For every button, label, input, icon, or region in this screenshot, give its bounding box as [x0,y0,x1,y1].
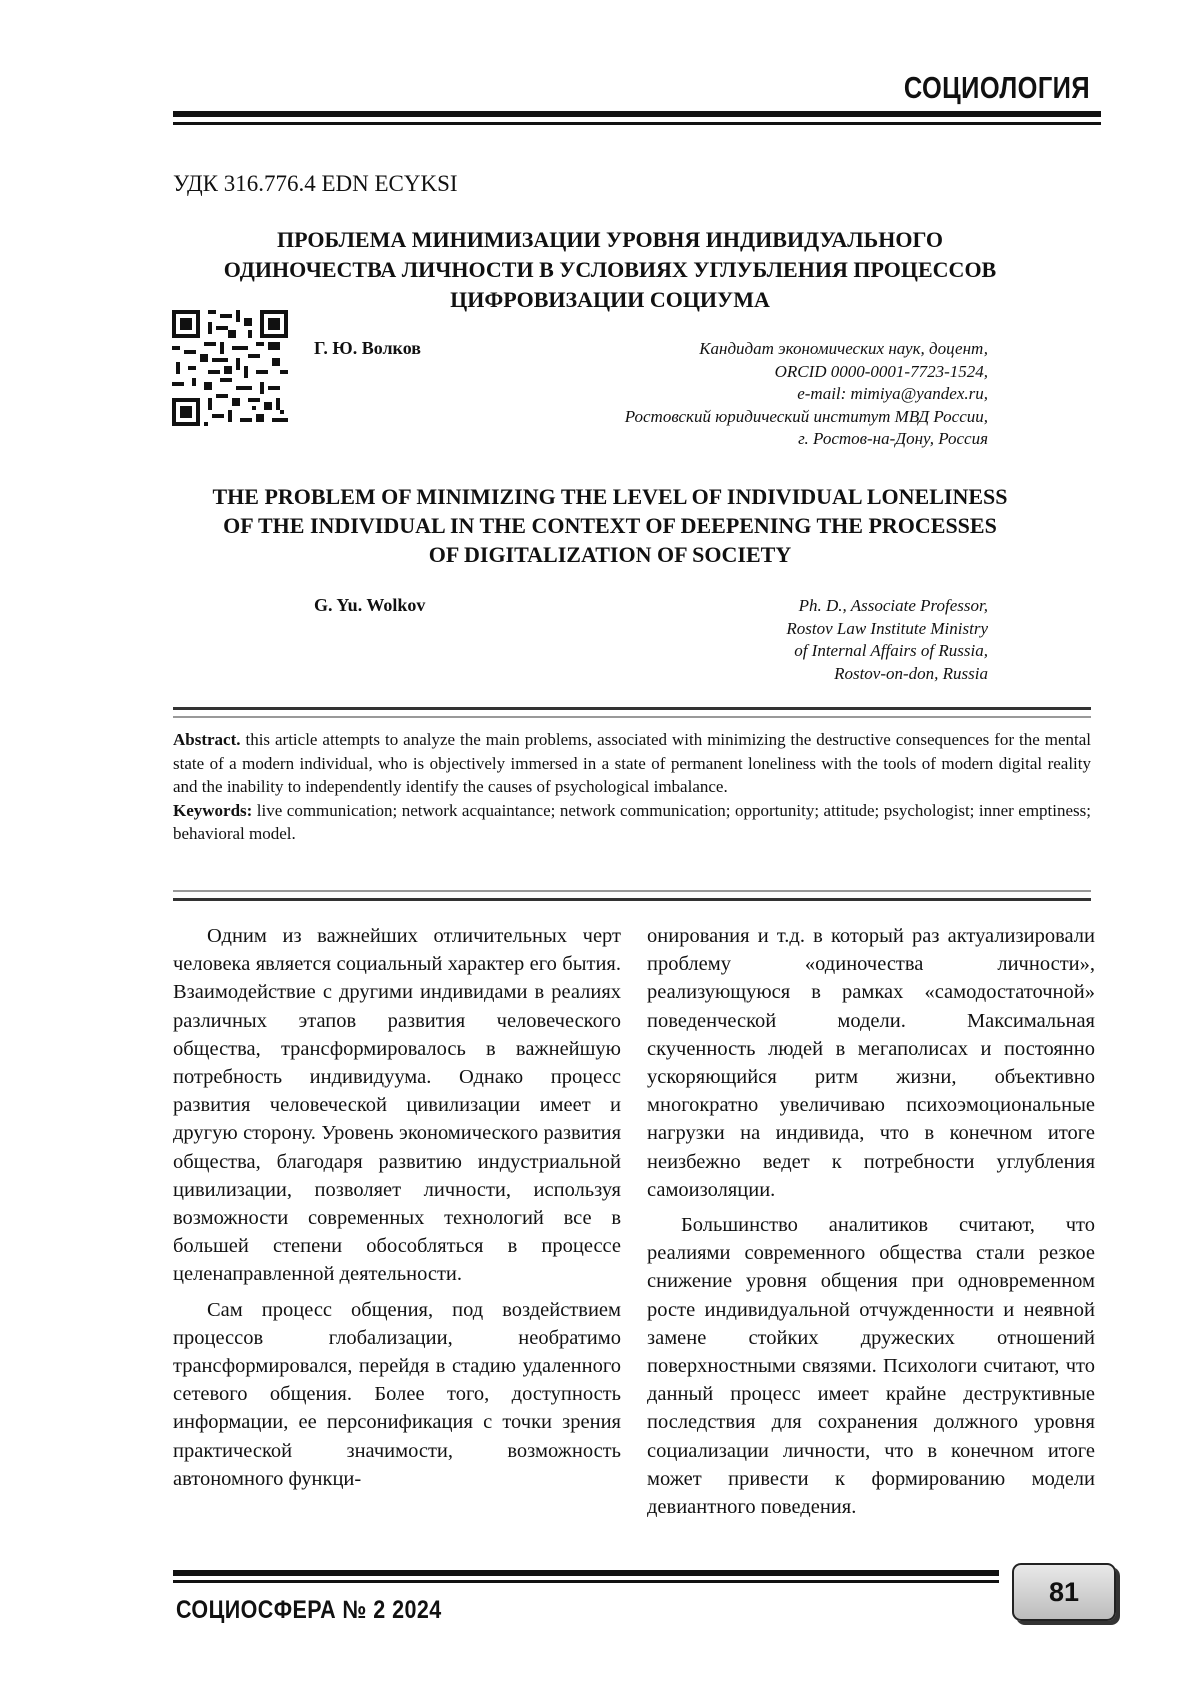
ru-affiliation-line: Кандидат экономических наук, доцент, [699,339,988,358]
journal-title: СОЦИОСФЕРА № 2 2024 [176,1596,442,1624]
en-affiliation-line: Rostov Law Institute Ministry [786,618,988,638]
en-title [150,482,1070,569]
keywords-label: Keywords: [173,800,253,820]
ru-affiliation-line: Ростовский юридический институт МВД России, [624,406,988,426]
body-paragraph: Сам процесс общения, под воздействием процессов глобализации, необратимо трансформировался, перейдя в стадию удаленного сетевого общения. Более того, доступность информации, ее персонификация с точки зрения практической значимости, возможность автономного функци- [173,1298,621,1490]
ru-affiliation [625,338,988,451]
header-rule-thick [173,111,1101,117]
ru-title [180,225,1040,315]
ru-title-line: ОДИНОЧЕСТВА ЛИЧНОСТИ В УСЛОВИЯХ УГЛУБЛЕНИЯ ПРОЦЕССОВ [223,257,997,282]
footer-rule-thick [173,1570,999,1576]
ru-author: Г. Ю. Волков [314,338,421,358]
en-affiliation-line: of Internal Affairs of Russia, [794,641,988,660]
body-column-left [173,922,621,1500]
keywords-paragraph [173,799,1091,846]
ru-affiliation-line: e-mail: mimiya@yandex.ru, [797,384,988,403]
section-title: СОЦИОЛОГИЯ [903,70,1090,105]
en-affiliation-line: Ph. D., Associate Professor, [798,596,988,615]
abstract-top-rule [173,707,1091,718]
header-rule-thin [173,122,1101,125]
en-title-line: THE PROBLEM OF MINIMIZING THE LEVEL OF INDIVIDUAL LONELINESS [212,484,1008,509]
abstract-text: this article attempts to analyze the main problems, associated with minimizing the destructive consequences for the mental state of a modern individual, who is objectively immersed in a state of permanent loneliness with the tools of modern digital reality and the inability to independently identify the causes of psychological imbalance. [173,730,1091,796]
en-affiliation-line: Rostov-on-don, Russia [834,663,988,683]
page-number: 81 [1048,1576,1080,1607]
abstract-label: Abstract. [173,730,241,749]
keywords-text: live communication; network acquaintance; network communication; opportunity; attitude; psychologist; inner emptiness; behavioral model. [173,800,1091,843]
ru-title-line: ЦИФРОВИЗАЦИИ СОЦИУМА [450,287,770,312]
body-paragraph: Одним из важнейших отличительных черт человека является социальный характер его бытия. Взаимодействие с другими индивидами в реалиях различных этапов развития человеческого общества, трансформировалось в важнейшую потребность индивидуума. Однако процесс развития человеческой цивилизации имеет и другую сторону. Уровень экономического развития общества, благодаря развитию индустриальной цивилизации, позволяет личности, используя возможности современных технологий все в большей степени обособляться в процессе целенаправленной деятельности. [173,925,621,1286]
abstract-bottom-rule [173,890,1091,901]
en-title-line: OF THE INDIVIDUAL IN THE CONTEXT OF DEEPENING THE PROCESSES [223,513,997,538]
abstract-block [173,728,1091,846]
ru-title-line: ПРОБЛЕМА МИНИМИЗАЦИИ УРОВНЯ ИНДИВИДУАЛЬНОГО [276,227,944,252]
abstract-paragraph [173,728,1091,799]
body-paragraph: онирования и т.д. в который раз актуализировали проблему «одиночества личности», реализующуюся в рамках «самодостаточной» поведенческой модели. Максимальная скученность людей в мегаполисах и постоянно ускоряющийся ритм жизни, объективно многократно увеличиваю психоэмоциональные нагрузки на индивида, что в конечном итоге неизбежно ведет к потребности углубления самоизоляции. [647,925,1095,1201]
body-paragraph: Большинство аналитиков считают, что реалиями современного общества стали резкое снижение уровня общения при одновременном росте индивидуальной отчужденности и неявной замене стойких дружеских отношений поверхностными связями. Психологи считают, что данный процесс имеет крайне деструктивные последствия для сохранения должного уровня социализации личности, что в конечном итоге может привести к формированию модели девиантного поведения. [647,1214,1095,1519]
ru-affiliation-line: ORCID 0000-0001-7723-1524, [774,361,988,381]
ru-affiliation-line: г. Ростов-на-Дону, Россия [798,429,988,448]
en-title-line: OF DIGITALIZATION OF SOCIETY [428,542,792,567]
udk-edn: УДК 316.776.4 EDN ECYKSI [173,171,458,196]
page-number-box [1012,1563,1116,1621]
qr-code [172,310,288,426]
footer-rule-thin [173,1580,999,1583]
body-column-right [647,922,1095,1528]
en-affiliation [786,595,988,685]
en-author: G. Yu. Wolkov [314,595,426,615]
